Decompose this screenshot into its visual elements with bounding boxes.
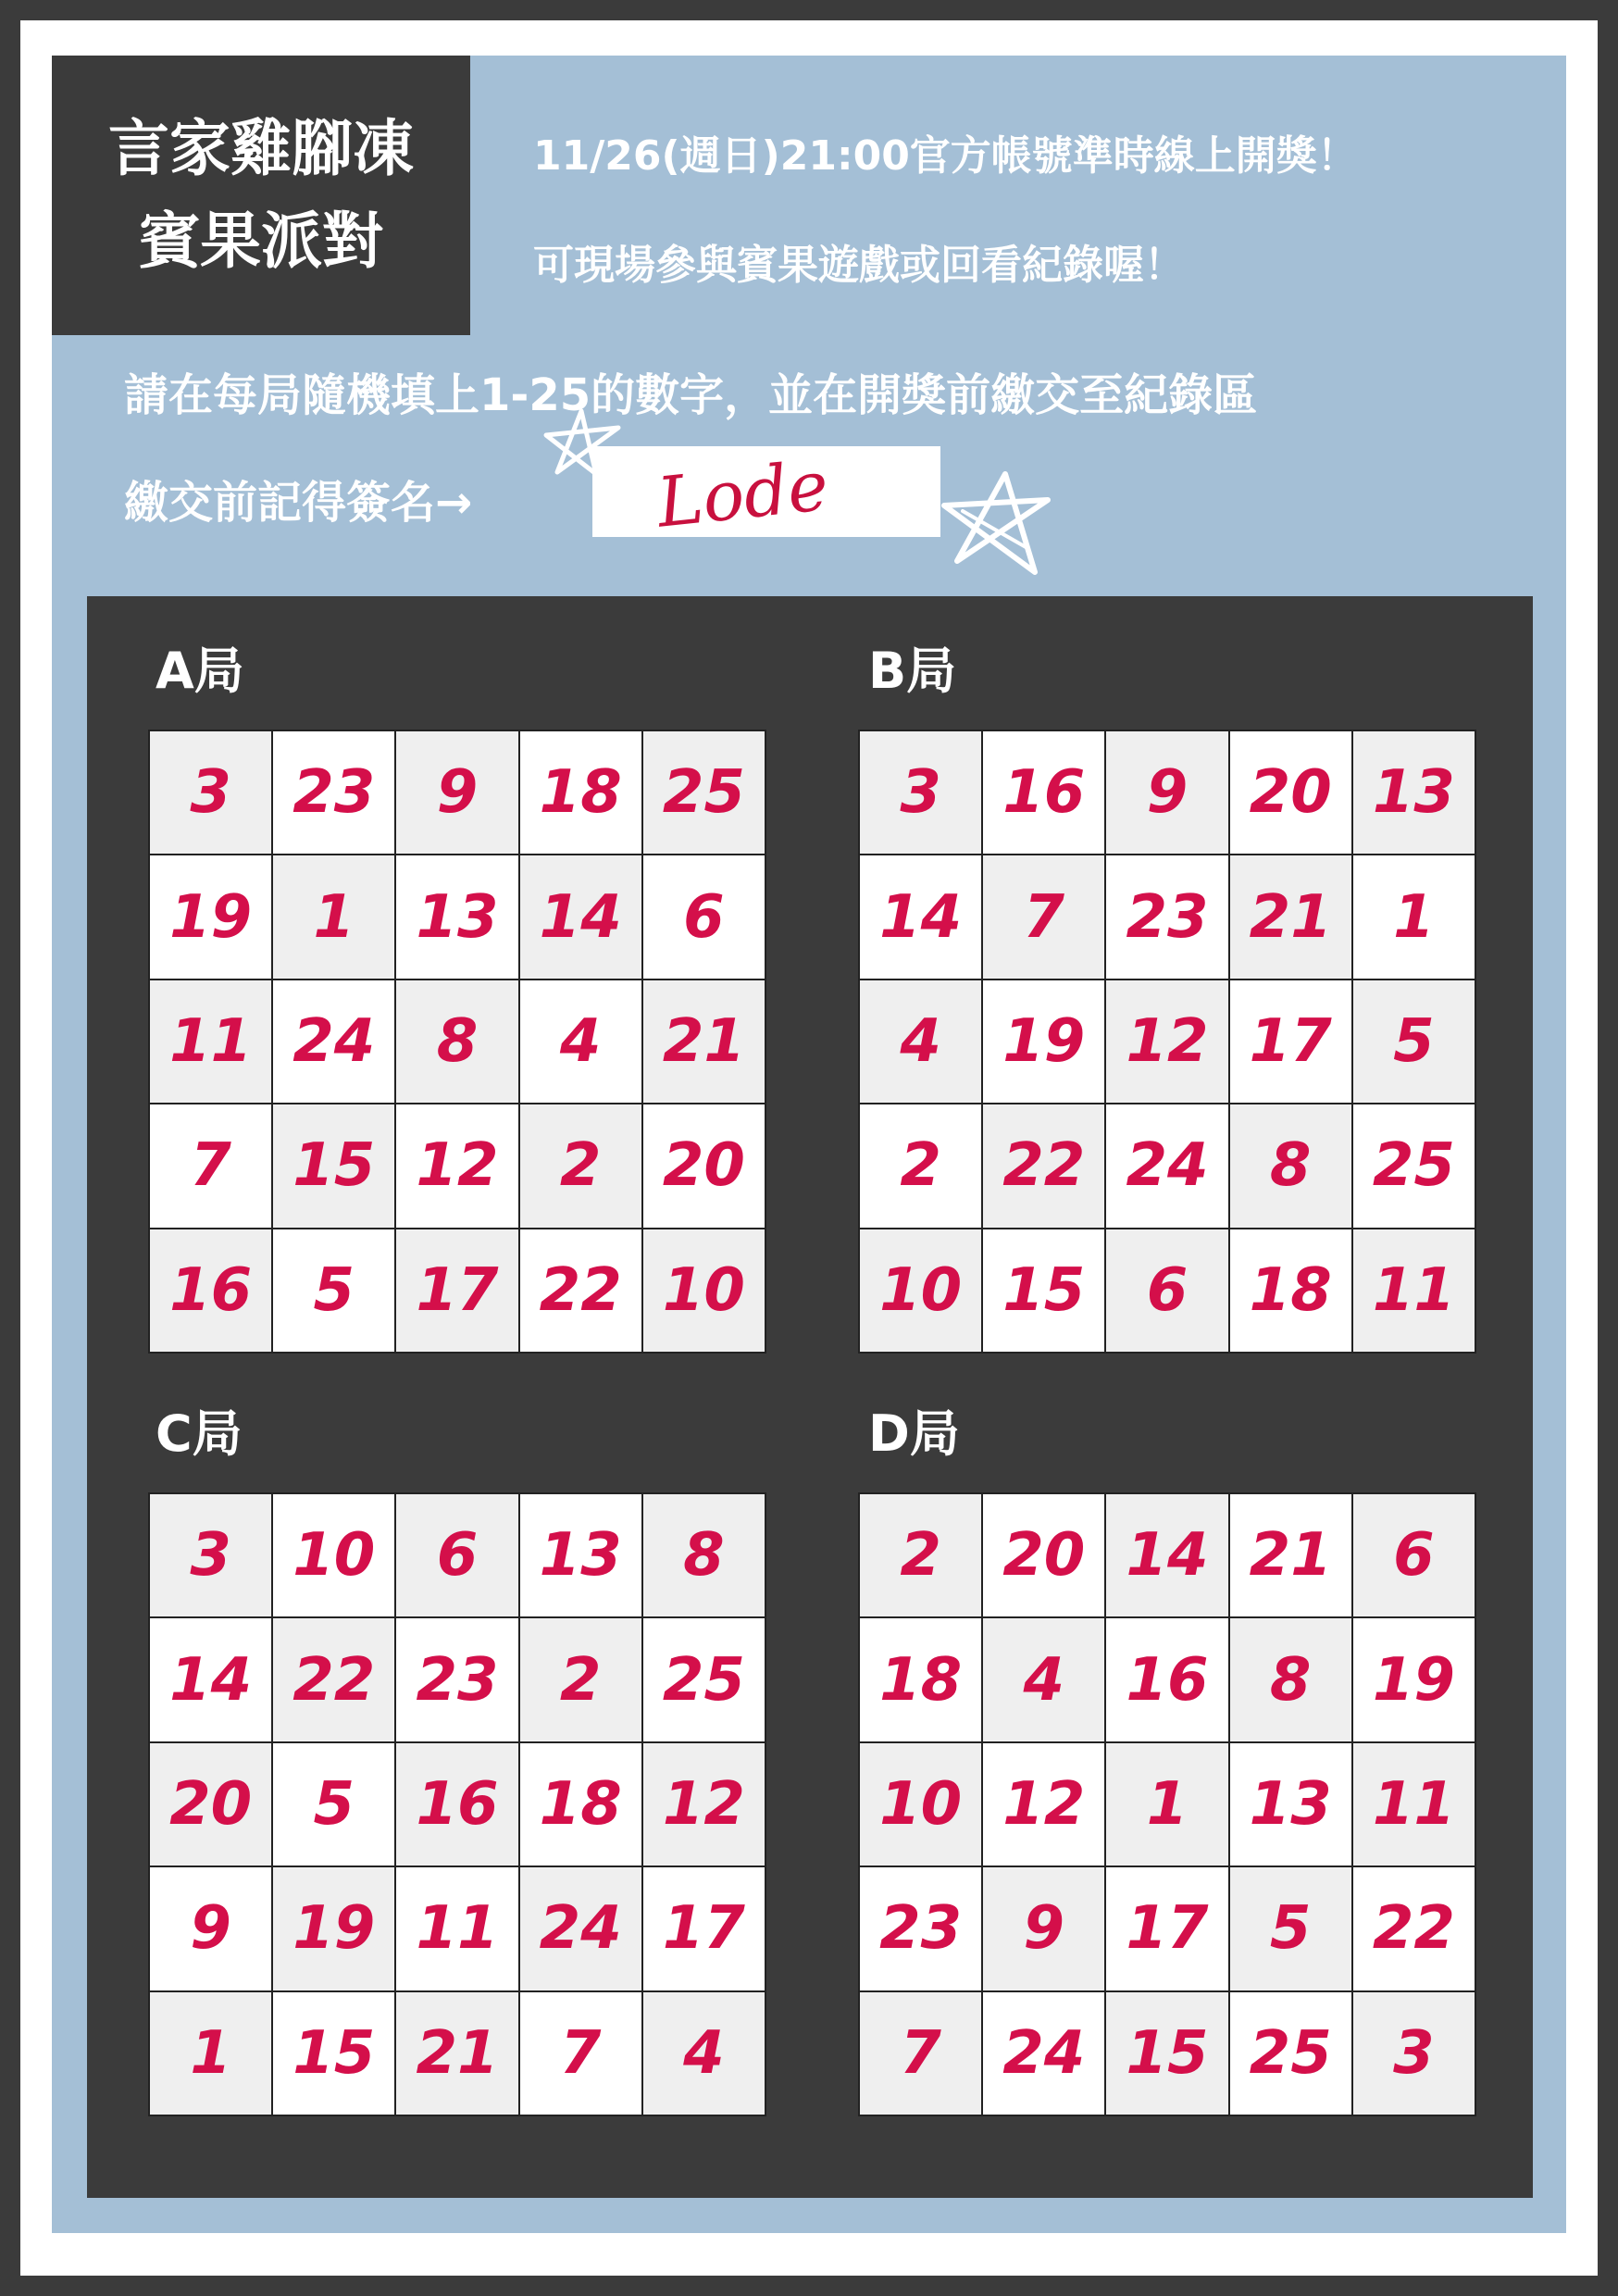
bingo-cell[interactable]: 22 xyxy=(1353,1867,1475,1990)
bingo-cell[interactable]: 10 xyxy=(860,1229,981,1352)
title-block xyxy=(52,56,470,335)
bingo-cell[interactable]: 3 xyxy=(1353,1992,1475,2115)
bingo-cell[interactable]: 16 xyxy=(1106,1618,1227,1741)
bingo-cell[interactable]: 11 xyxy=(396,1867,517,1990)
bingo-cell[interactable]: 12 xyxy=(983,1743,1104,1866)
bingo-cell[interactable]: 2 xyxy=(520,1618,641,1741)
bingo-cell[interactable]: 19 xyxy=(150,855,271,978)
bingo-cell[interactable]: 13 xyxy=(1230,1743,1351,1866)
round-label-b: B局 xyxy=(868,642,957,700)
round-label-a: A局 xyxy=(156,642,244,700)
bingo-cell[interactable]: 17 xyxy=(643,1867,765,1990)
title-line-1: 言家雞腳凍 xyxy=(108,113,414,184)
bingo-grid-d xyxy=(858,1492,1476,2116)
bingo-cell[interactable]: 6 xyxy=(643,855,765,978)
bingo-cell[interactable]: 4 xyxy=(520,980,641,1103)
bingo-cell[interactable]: 24 xyxy=(273,980,394,1103)
bingo-cell[interactable]: 3 xyxy=(150,1494,271,1616)
bingo-cell[interactable]: 8 xyxy=(396,980,517,1103)
bingo-cell[interactable]: 1 xyxy=(150,1992,271,2115)
bingo-cell[interactable]: 21 xyxy=(643,980,765,1103)
bingo-cell[interactable]: 21 xyxy=(1230,1494,1351,1616)
bingo-cell[interactable]: 2 xyxy=(520,1104,641,1227)
bingo-cell[interactable]: 24 xyxy=(1106,1104,1227,1227)
draw-time-text: 11/26(週日)21:00官方帳號準時線上開獎！ xyxy=(533,132,1358,180)
bingo-cell[interactable]: 12 xyxy=(643,1743,765,1866)
bingo-cell[interactable]: 5 xyxy=(1230,1867,1351,1990)
bingo-cell[interactable]: 10 xyxy=(273,1494,394,1616)
bingo-cell[interactable]: 22 xyxy=(273,1618,394,1741)
bingo-cell[interactable]: 1 xyxy=(1353,855,1475,978)
bingo-cell[interactable]: 23 xyxy=(396,1618,517,1741)
bingo-cell[interactable]: 9 xyxy=(150,1867,271,1990)
bingo-grid-a xyxy=(148,730,766,1354)
bingo-cell[interactable]: 13 xyxy=(396,855,517,978)
bingo-cell[interactable]: 10 xyxy=(860,1743,981,1866)
bingo-cell[interactable]: 3 xyxy=(860,731,981,854)
bingo-cell[interactable]: 7 xyxy=(150,1104,271,1227)
bingo-cell[interactable]: 14 xyxy=(520,855,641,978)
bingo-cell[interactable]: 18 xyxy=(860,1618,981,1741)
bingo-cell[interactable]: 11 xyxy=(150,980,271,1103)
bingo-cell[interactable]: 24 xyxy=(520,1867,641,1990)
bingo-cell[interactable]: 25 xyxy=(1230,1992,1351,2115)
bingo-cell[interactable]: 11 xyxy=(1353,1229,1475,1352)
bingo-cell[interactable]: 11 xyxy=(1353,1743,1475,1866)
replay-note-text: 可現場參與賓果遊戲或回看紀錄喔！ xyxy=(533,242,1185,289)
bingo-cell[interactable]: 18 xyxy=(520,731,641,854)
bingo-cell[interactable]: 24 xyxy=(983,1992,1104,2115)
bingo-cell[interactable]: 3 xyxy=(150,731,271,854)
bingo-cell[interactable]: 5 xyxy=(1353,980,1475,1103)
signature: Lode xyxy=(653,445,832,543)
bingo-cell[interactable]: 15 xyxy=(273,1104,394,1227)
bingo-cell[interactable]: 16 xyxy=(396,1743,517,1866)
bingo-cell[interactable]: 21 xyxy=(1230,855,1351,978)
bingo-cell[interactable]: 22 xyxy=(520,1229,641,1352)
bingo-cell[interactable]: 25 xyxy=(643,1618,765,1741)
bingo-cell[interactable]: 6 xyxy=(1106,1229,1227,1352)
round-label-d: D局 xyxy=(868,1404,960,1463)
bingo-grid-b xyxy=(858,730,1476,1354)
bingo-cell[interactable]: 1 xyxy=(273,855,394,978)
bingo-cell[interactable]: 13 xyxy=(520,1494,641,1616)
bingo-cell[interactable]: 7 xyxy=(860,1992,981,2115)
bingo-cell[interactable]: 4 xyxy=(860,980,981,1103)
bingo-cell[interactable]: 15 xyxy=(983,1229,1104,1352)
bingo-cell[interactable]: 14 xyxy=(860,855,981,978)
bingo-cell[interactable]: 6 xyxy=(396,1494,517,1616)
bingo-cell[interactable]: 8 xyxy=(1230,1104,1351,1227)
bingo-cell[interactable]: 18 xyxy=(520,1743,641,1866)
bingo-cell[interactable]: 14 xyxy=(150,1618,271,1741)
bingo-grid-c xyxy=(148,1492,766,2116)
bingo-cell[interactable]: 16 xyxy=(983,731,1104,854)
bingo-cell[interactable]: 16 xyxy=(150,1229,271,1352)
bingo-cell[interactable]: 25 xyxy=(643,731,765,854)
bingo-cell[interactable]: 17 xyxy=(1230,980,1351,1103)
sign-reminder-text: 繳交前記得簽名→ xyxy=(124,477,473,529)
title-line-2: 賓果派對 xyxy=(139,206,383,277)
bingo-cell[interactable]: 19 xyxy=(273,1867,394,1990)
bingo-cell[interactable]: 14 xyxy=(1106,1494,1227,1616)
round-label-c: C局 xyxy=(156,1404,243,1463)
bingo-cell[interactable]: 18 xyxy=(1230,1229,1351,1352)
bingo-cell[interactable]: 2 xyxy=(860,1494,981,1616)
bingo-cell[interactable]: 9 xyxy=(396,731,517,854)
bingo-cell[interactable]: 17 xyxy=(396,1229,517,1352)
instruction-text: 請在每局隨機填上1-25的數字，並在開獎前繳交至紀錄區 xyxy=(124,369,1258,421)
bingo-cell[interactable]: 17 xyxy=(1106,1867,1227,1990)
bingo-cell[interactable]: 21 xyxy=(396,1992,517,2115)
bingo-cell[interactable]: 23 xyxy=(273,731,394,854)
bingo-cell[interactable]: 9 xyxy=(1106,731,1227,854)
bingo-cell[interactable]: 19 xyxy=(1353,1618,1475,1741)
bingo-cell[interactable]: 7 xyxy=(520,1992,641,2115)
bingo-cell[interactable]: 2 xyxy=(860,1104,981,1227)
bingo-cell[interactable]: 8 xyxy=(1230,1618,1351,1741)
bingo-cell[interactable]: 4 xyxy=(983,1618,1104,1741)
bingo-cell[interactable]: 1 xyxy=(1106,1743,1227,1866)
bingo-cell[interactable]: 15 xyxy=(1106,1992,1227,2115)
bingo-cell[interactable]: 22 xyxy=(983,1104,1104,1227)
bingo-cell[interactable]: 7 xyxy=(983,855,1104,978)
bingo-cell[interactable]: 9 xyxy=(983,1867,1104,1990)
bingo-cell[interactable]: 15 xyxy=(273,1992,394,2115)
bingo-cell[interactable]: 12 xyxy=(396,1104,517,1227)
doodle-star-icon xyxy=(935,468,1053,578)
bingo-cell[interactable]: 12 xyxy=(1106,980,1227,1103)
bingo-cell[interactable]: 25 xyxy=(1353,1104,1475,1227)
bingo-cell[interactable]: 19 xyxy=(983,980,1104,1103)
bingo-cell[interactable]: 5 xyxy=(273,1743,394,1866)
bingo-cell[interactable]: 5 xyxy=(273,1229,394,1352)
bingo-cell[interactable]: 4 xyxy=(643,1992,765,2115)
bingo-cell[interactable]: 8 xyxy=(643,1494,765,1616)
bingo-cell[interactable]: 20 xyxy=(150,1743,271,1866)
bingo-cell[interactable]: 10 xyxy=(643,1229,765,1352)
bingo-cell[interactable]: 6 xyxy=(1353,1494,1475,1616)
bingo-cell[interactable]: 20 xyxy=(643,1104,765,1227)
bingo-cell[interactable]: 13 xyxy=(1353,731,1475,854)
bingo-cell[interactable]: 20 xyxy=(1230,731,1351,854)
bingo-cell[interactable]: 23 xyxy=(1106,855,1227,978)
bingo-cell[interactable]: 23 xyxy=(860,1867,981,1990)
bingo-cell[interactable]: 20 xyxy=(983,1494,1104,1616)
